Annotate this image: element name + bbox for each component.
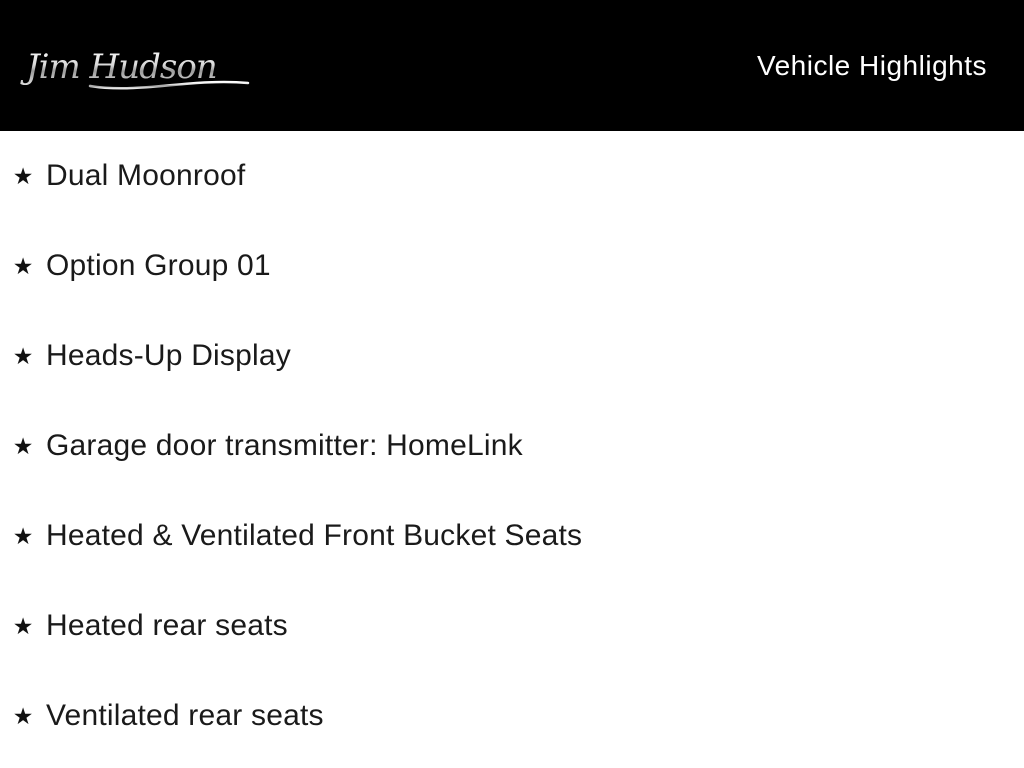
star-bullet-icon: ★ [12,522,34,549]
highlight-label: Ventilated rear seats [46,699,324,732]
highlight-label: Heated rear seats [46,609,288,642]
highlight-item [0,581,1024,671]
page-title: Vehicle Highlights [756,49,987,81]
highlight-item [0,131,1024,221]
star-bullet-icon: ★ [12,162,34,189]
logo-signature-text: Jim Hudson [26,46,217,87]
star-bullet-icon: ★ [12,612,34,639]
highlight-item [0,401,1024,491]
highlight-label: Dual Moonroof [46,159,246,192]
highlight-label: Heated & Ventilated Front Bucket Seats [46,519,583,552]
jim-hudson-logo [20,38,252,102]
highlight-item [0,491,1024,581]
highlight-label: Garage door transmitter: HomeLink [46,429,523,462]
jim-hudson-logo-svg [20,38,252,102]
star-bullet-icon: ★ [12,342,34,369]
star-bullet-icon: ★ [12,702,34,729]
highlights-list [0,131,1024,768]
star-bullet-icon: ★ [12,432,34,459]
highlight-label: Heads-Up Display [46,339,291,372]
highlight-label: Option Group 01 [46,249,271,282]
highlight-item [0,221,1024,311]
star-bullet-icon: ★ [12,252,34,279]
highlight-item [0,671,1024,761]
highlight-item [0,311,1024,401]
header-bar [0,0,1024,131]
